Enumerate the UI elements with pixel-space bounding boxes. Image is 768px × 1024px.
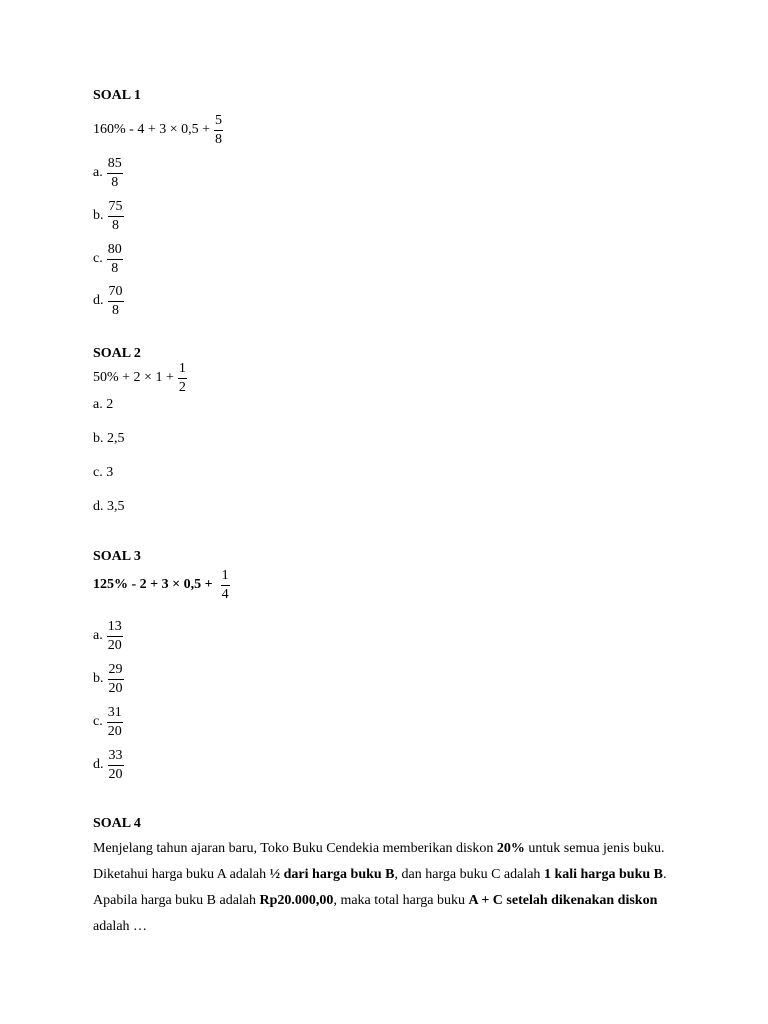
soal-1-expression-fraction: [214, 114, 223, 147]
option-letter: a.: [93, 165, 103, 180]
option-letter: b.: [93, 671, 104, 686]
soal-4-title: SOAL 4: [93, 816, 141, 831]
fraction-numerator: 80: [107, 241, 122, 257]
soal-3-option-a[interactable]: [93, 616, 123, 656]
option-letter: d.: [93, 757, 104, 772]
fraction-denominator: 20: [108, 680, 123, 696]
soal-3-option-c[interactable]: [93, 702, 123, 742]
option-letter: d.: [93, 293, 104, 308]
option-fraction: [107, 243, 123, 276]
soal-2-expression: [93, 358, 187, 398]
fraction-numerator: 70: [108, 283, 123, 299]
soal-3-title: SOAL 3: [93, 549, 141, 564]
soal-1-expression-text: 160% - 4 + 3 × 0,5 +: [93, 122, 211, 137]
fraction-numerator: 31: [107, 704, 122, 720]
soal-1-option-c[interactable]: [93, 239, 123, 279]
fraction-denominator: 8: [111, 174, 119, 190]
fraction-numerator: 1: [178, 360, 186, 376]
fraction-denominator: 20: [108, 766, 123, 782]
soal-3-option-d[interactable]: [93, 745, 124, 785]
fraction-denominator: 20: [107, 723, 122, 739]
soal-2-expression-text: 50% + 2 × 1 +: [93, 370, 174, 385]
option-fraction: [107, 157, 123, 190]
fraction-denominator: 8: [112, 302, 119, 318]
fraction-denominator: 8: [112, 217, 119, 233]
option-fraction: [108, 285, 124, 318]
fraction-denominator: 8: [111, 260, 119, 276]
option-fraction: [108, 749, 124, 782]
soal-1-expression: [93, 110, 223, 150]
soal-3-expression-text: 125% - 2 + 3 × 0,5 +: [93, 577, 213, 592]
fraction-denominator: 20: [107, 637, 122, 653]
soal-2-option-a[interactable]: a. 2: [93, 397, 114, 412]
option-fraction: [108, 663, 124, 696]
soal-1-option-a[interactable]: [93, 153, 123, 193]
fraction-denominator: 4: [221, 586, 229, 602]
option-letter: b.: [93, 208, 104, 223]
fraction-numerator: 75: [108, 198, 123, 214]
option-letter: c.: [93, 714, 103, 729]
fraction-denominator: 2: [178, 379, 186, 395]
soal-2-option-c[interactable]: c. 3: [93, 465, 114, 480]
option-fraction: [107, 706, 123, 739]
fraction-numerator: 1: [221, 567, 229, 583]
soal-4-question-text: Menjelang tahun ajaran baru, Toko Buku Cendekia memberikan diskon 20% untuk semua jenis buku. Diketahui harga buku A adalah ½ dari harga buku B, dan harga buku C adalah 1 kali harga buku B. Apabila harga buku B adalah Rp20.000,00, maka total harga buku A + C setelah dikenakan diskon adalah …: [93, 841, 667, 934]
fraction-numerator: 13: [107, 618, 122, 634]
option-letter: c.: [93, 251, 103, 266]
fraction-denominator: 8: [215, 131, 223, 147]
fraction-numerator: 85: [107, 155, 122, 171]
soal-3-option-b[interactable]: [93, 659, 124, 699]
fraction-numerator: 29: [108, 661, 123, 677]
soal-2-option-b[interactable]: b. 2,5: [93, 431, 125, 446]
soal-1-option-b[interactable]: [93, 196, 124, 236]
option-fraction: [108, 200, 124, 233]
soal-3-expression: [93, 565, 230, 605]
soal-2-title: SOAL 2: [93, 346, 141, 361]
soal-2-option-d[interactable]: d. 3,5: [93, 499, 125, 514]
soal-2-expression-fraction: [178, 362, 187, 395]
fraction-numerator: 33: [108, 747, 123, 763]
fraction-numerator: 5: [215, 112, 223, 128]
soal-1-title: SOAL 1: [93, 88, 141, 103]
option-fraction: [107, 620, 123, 653]
soal-1-option-d[interactable]: [93, 281, 124, 321]
soal-3-expression-fraction: [221, 569, 230, 602]
option-letter: a.: [93, 628, 103, 643]
